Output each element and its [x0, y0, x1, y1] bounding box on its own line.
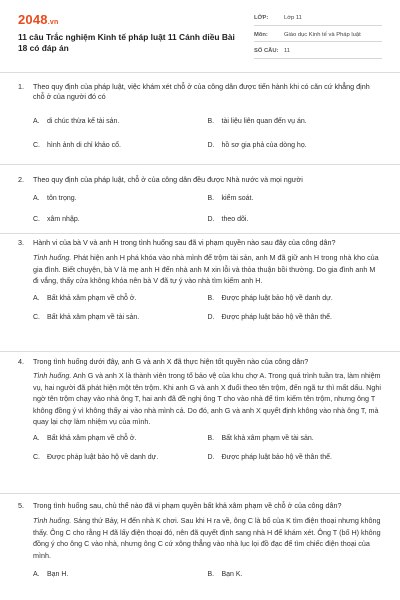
meta-value[interactable]: Giáo dục Kinh tế và Pháp luật: [284, 31, 361, 38]
option-c[interactable]: [33, 313, 208, 323]
situation-text: [33, 252, 382, 287]
answer-options: [33, 117, 382, 151]
option-letter: A.: [33, 118, 40, 125]
question-2: [0, 164, 400, 233]
question-number: 5.: [18, 501, 24, 510]
option-text: Bất khả xâm phạm về chỗ ở.: [47, 434, 137, 442]
situation-lead: Tình huống.: [33, 516, 72, 525]
option-b[interactable]: [208, 570, 383, 580]
option-text: Được pháp luật bảo hộ về danh dự.: [221, 294, 333, 302]
answer-options: [33, 294, 382, 323]
meta-panel: [254, 12, 382, 62]
site-logo[interactable]: [18, 12, 58, 27]
question-stem: [18, 357, 382, 367]
option-text: hình ảnh di chỉ khảo cổ.: [47, 142, 121, 149]
option-c[interactable]: [33, 215, 208, 225]
page-header: [0, 0, 400, 62]
option-text: Bất khả xâm phạm về tài sản.: [221, 434, 314, 442]
option-b[interactable]: [208, 294, 383, 304]
situation-text: [33, 515, 382, 561]
question-stem: [18, 238, 382, 248]
option-letter: B.: [207, 434, 215, 442]
option-c[interactable]: [33, 453, 208, 463]
option-letter: D.: [207, 142, 215, 149]
meta-row-subject: [254, 29, 382, 43]
question-text: Theo quy định của pháp luật, việc khám xét chỗ ở của công dân được tiến hành khi có căn cứ khẳng định chỗ ở của người đó có: [33, 82, 370, 101]
meta-value[interactable]: Lớp 11: [284, 15, 302, 22]
option-text: xâm nhập.: [47, 216, 80, 223]
situation-body: Phát hiện anh H phá khóa vào nhà mình để trộm tài sản, anh M đã giữ anh H trong nhà kho của gia đình. Biết chuyện, bà V là mẹ anh H đến nhà anh M xin lỗi và thỏa thuận bồi thường. Do gia đình anh M đi vắng, thấy cửa không khóa nên bà V đã tự ý vào nhà tìm kiếm anh H.: [33, 253, 379, 286]
question-stem: [18, 501, 382, 511]
option-letter: D.: [207, 453, 215, 461]
option-d[interactable]: [208, 453, 383, 463]
option-text: theo dõi.: [221, 216, 249, 223]
option-d[interactable]: [208, 215, 383, 225]
option-a[interactable]: [33, 294, 208, 304]
option-b[interactable]: [208, 117, 383, 127]
option-a[interactable]: [33, 117, 208, 127]
question-stem: [18, 82, 382, 102]
option-text: tôn trọng.: [47, 195, 77, 202]
question-stem: [18, 175, 382, 185]
option-d[interactable]: [208, 141, 383, 151]
question-number: 3.: [18, 238, 24, 247]
option-letter: A.: [33, 195, 40, 202]
question-text: Hành vi của bà V và anh H trong tình huống sau đã vi phạm quyền nào sau đây của công dân?: [33, 238, 336, 247]
option-letter: B.: [207, 571, 215, 579]
question-number: 1.: [18, 82, 24, 91]
situation-body: Sáng thứ Bảy, H đến nhà K chơi. Sau khi H ra về, ông C là bố của K tìm điện thoại nhưng không thấy. Ông C cho rằng H đã lấy điện thoại đó, nên đã quyết định sang nhà H để khám xét. Ông T (bố H) không đồng ý cho ông C vào nhà, nhưng ông C cứ xông thẳng vào nhà lục lọi đồ đạc để tìm chiếc điện thoại của mình.: [33, 516, 381, 560]
option-letter: C.: [33, 453, 40, 461]
option-text: Bất khả xâm phạm về chỗ ở.: [47, 294, 137, 302]
option-letter: B.: [207, 118, 215, 125]
option-text: Bất khả xâm phạm về tài sản.: [47, 313, 140, 321]
question-number: 2.: [18, 175, 24, 184]
question-list: [0, 72, 400, 600]
meta-row-grade: [254, 12, 382, 26]
option-letter: C.: [33, 216, 40, 223]
question-1: [0, 72, 400, 164]
logo-suffix: .vn: [47, 19, 59, 26]
question-text: Theo quy định của pháp luật, chỗ ở của công dân đều được Nhà nước và mọi người: [33, 175, 303, 184]
option-text: Được pháp luật bảo hộ về thân thể.: [221, 313, 332, 321]
option-letter: A.: [33, 294, 40, 302]
question-text: Trong tình huống sau, chủ thể nào đã vi phạm quyền bất khả xâm phạm về chỗ ở của công dân?: [33, 501, 342, 510]
option-text: kiểm soát.: [221, 195, 254, 202]
option-letter: D.: [207, 313, 215, 321]
option-text: Bạn H.: [47, 571, 69, 579]
option-text: Được pháp luật bảo hộ về danh dự.: [47, 453, 159, 461]
meta-key: LỚP:: [254, 15, 269, 22]
answer-options: [33, 570, 382, 580]
option-letter: C.: [33, 313, 40, 321]
option-c[interactable]: [33, 141, 208, 151]
option-d[interactable]: [208, 313, 383, 323]
option-b[interactable]: [208, 434, 383, 444]
answer-options: [33, 194, 382, 225]
situation-lead: Tình huống.: [33, 371, 72, 380]
option-letter: A.: [33, 434, 40, 442]
situation-lead: Tình huống.: [33, 253, 72, 262]
option-text: di chúc thừa kế tài sản.: [47, 118, 120, 125]
meta-row-count: [254, 45, 382, 59]
meta-value: 11: [284, 48, 291, 55]
option-text: hồ sơ gia phả của dòng họ.: [221, 142, 307, 149]
option-text: tài liệu liên quan đến vụ án.: [221, 118, 307, 125]
question-5: [0, 493, 400, 600]
option-a[interactable]: [33, 570, 208, 580]
option-letter: C.: [33, 142, 40, 149]
question-4: [0, 351, 400, 493]
meta-key: SỐ CÂU:: [254, 48, 279, 55]
option-letter: B.: [207, 294, 215, 302]
option-text: Bạn K.: [221, 571, 243, 579]
option-a[interactable]: [33, 434, 208, 444]
answer-options: [33, 434, 382, 463]
question-number: 4.: [18, 357, 24, 366]
option-b[interactable]: [208, 194, 383, 204]
question-text: Trong tình huống dưới đây, anh G và anh X đã thực hiện tốt quyền nào của công dân?: [33, 357, 309, 366]
logo-main: 2048: [18, 12, 48, 27]
option-a[interactable]: [33, 194, 208, 204]
option-letter: D.: [207, 216, 215, 223]
situation-text: [33, 370, 382, 428]
meta-key: Môn:: [254, 31, 268, 38]
page-title: 11 câu Trắc nghiệm Kinh tế pháp luật 11 Cánh diều Bài 18 có đáp án: [18, 32, 235, 53]
option-text: Được pháp luật bảo hộ về thân thể.: [221, 453, 332, 461]
situation-body: Anh G và anh X là thành viên trong tổ bảo vệ của khu chợ A. Trong quá trình tuần tra, làm nhiệm vụ, hai người đã phát hiện một tên trộm. Khi anh G và anh X đuổi theo tên trộm, đến ngã tư thì mất dấu. Nghi ngờ tên trộm chạy vào nhà ông T, hai anh đã đề nghị ông T cho vào nhà để tìm kiếm tên trộm, nhưng ông T không đồng ý vì không thấy ai vào nhà mình cả. Do đó, anh G và anh X quyết định không vào nhà ông T, mà quay lại chợ làm nhiệm vụ của mình.: [33, 371, 381, 427]
option-letter: A.: [33, 571, 40, 579]
option-letter: B.: [207, 195, 215, 202]
question-3: [0, 233, 400, 351]
